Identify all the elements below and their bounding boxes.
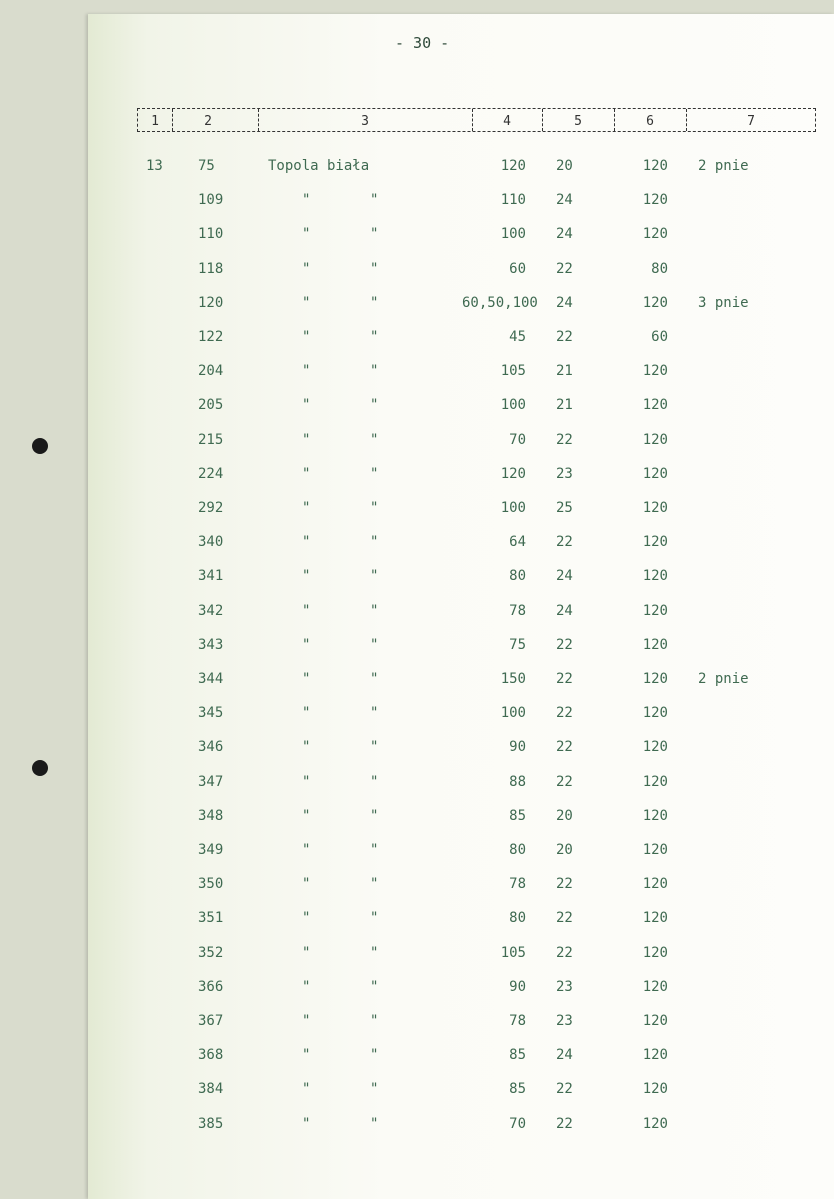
ditto-mark: " [302,944,311,961]
ditto-mark: " [302,500,311,516]
ditto-mark: " [370,1047,379,1064]
value-col-4: 60 [509,260,526,277]
tree-number: 340 [198,534,224,551]
value-col-4: 100 [500,705,526,722]
value-col-6: 120 [642,807,668,824]
value-col-6: 120 [642,397,668,414]
tree-number: 368 [198,1047,224,1064]
value-col-5: 21 [556,363,573,380]
value-col-5: 24 [556,226,573,243]
ditto-mark: " [302,910,311,927]
header-col-1: 1 [151,114,159,129]
value-col-6: 120 [642,226,668,243]
ditto-mark: " [302,636,311,653]
ditto-mark: " [370,500,379,516]
ditto-mark: " [302,363,311,380]
value-col-6: 120 [642,739,668,756]
value-col-6: 120 [642,978,668,995]
value-col-4: 78 [509,602,526,619]
value-col-6: 120 [642,944,668,961]
value-col-5: 22 [556,260,573,277]
table-row [0,739,834,759]
ditto-mark: " [370,431,379,448]
ditto-mark: " [302,739,311,756]
tree-number: 346 [198,739,224,756]
tree-number: 110 [198,226,224,243]
value-col-4: 90 [509,739,526,756]
value-col-6: 120 [642,192,668,209]
ditto-mark: " [370,397,379,414]
value-col-4: 78 [509,876,526,893]
value-col-5: 22 [556,431,573,448]
tree-number: 205 [198,397,224,414]
ditto-mark: " [370,978,379,995]
ditto-mark: " [302,705,311,722]
ditto-mark: " [302,226,311,243]
table-row [0,1047,834,1067]
ditto-mark: " [370,226,379,243]
value-col-4: 120 [500,465,526,482]
table-row [0,192,834,212]
value-col-4: 45 [509,329,526,345]
ditto-mark: " [370,534,379,551]
value-col-6: 120 [642,910,668,927]
ditto-mark: " [370,260,379,277]
table-row [0,910,834,930]
note-col-7: 3 pnie [698,294,749,311]
ditto-mark: " [302,1115,311,1132]
ditto-mark: " [370,465,379,482]
value-col-4: 150 [500,671,526,687]
table-row [0,466,834,486]
value-col-5: 22 [556,944,573,961]
value-col-5: 24 [556,602,573,619]
note-col-7: 2 pnie [698,671,749,687]
value-col-5: 20 [556,842,573,858]
value-col-6: 120 [642,500,668,516]
value-col-5: 22 [556,329,573,345]
ditto-mark: " [302,1013,311,1029]
value-col-6: 120 [642,294,668,311]
value-col-4: 80 [509,842,526,858]
value-col-6: 80 [651,260,668,277]
table-row [0,876,834,896]
ditto-mark: " [302,602,311,619]
table-row [0,226,834,246]
tree-number: 343 [198,636,224,653]
table-row [0,705,834,725]
ditto-mark: " [302,1047,311,1064]
tree-number: 367 [198,1013,224,1029]
table-row [0,603,834,623]
tree-number: 347 [198,773,224,790]
tree-number: 215 [198,431,224,448]
table-row [0,397,834,417]
ditto-mark: " [370,636,379,653]
table-row [0,671,834,691]
ditto-mark: " [302,192,311,209]
value-col-4: 70 [509,431,526,448]
value-col-4: 80 [509,910,526,927]
ditto-mark: " [370,1081,379,1098]
value-col-5: 22 [556,671,573,687]
tree-number: 345 [198,705,224,722]
tree-number: 350 [198,876,224,893]
value-col-5: 23 [556,1013,573,1029]
ditto-mark: " [370,705,379,722]
value-col-4: 78 [509,1013,526,1029]
ditto-mark: " [302,329,311,345]
ditto-mark: " [370,1013,379,1029]
value-col-6: 120 [642,465,668,482]
value-col-5: 24 [556,568,573,585]
header-col-5: 5 [574,114,582,129]
ditto-mark: " [370,602,379,619]
value-col-5: 22 [556,1081,573,1098]
value-col-5: 24 [556,1047,573,1064]
value-col-4: 75 [509,636,526,653]
value-col-5: 21 [556,397,573,414]
table-row [0,1013,834,1033]
value-col-5: 22 [556,773,573,790]
table-row [0,945,834,965]
value-col-5: 25 [556,500,573,516]
value-col-6: 120 [642,568,668,585]
value-col-6: 120 [642,705,668,722]
tree-number: 348 [198,807,224,824]
tree-number: 122 [198,329,224,345]
species-name: Topola biała [268,158,370,174]
value-col-5: 22 [556,705,573,722]
value-col-5: 24 [556,294,573,311]
header-col-7: 7 [747,114,755,129]
ditto-mark: " [302,773,311,790]
ditto-mark: " [370,329,379,345]
value-col-4: 70 [509,1115,526,1132]
value-col-4: 64 [509,534,526,551]
tree-number: 385 [198,1115,224,1132]
ditto-mark: " [302,260,311,277]
value-col-6: 120 [642,876,668,893]
ditto-mark: " [302,671,311,687]
value-col-5: 22 [556,636,573,653]
ditto-mark: " [302,294,311,311]
ditto-mark: " [370,944,379,961]
table-row [0,568,834,588]
value-col-5: 20 [556,807,573,824]
value-col-4: 80 [509,568,526,585]
value-col-6: 120 [642,1081,668,1098]
value-col-6: 120 [642,842,668,858]
tree-number: 75 [198,158,215,174]
table-row [0,329,834,349]
ditto-mark: " [302,431,311,448]
table-row [0,637,834,657]
ditto-mark: " [370,910,379,927]
table-row [0,261,834,281]
table-row [0,1081,834,1101]
tree-number: 344 [198,671,224,687]
tree-number: 120 [198,294,224,311]
ditto-mark: " [302,397,311,414]
value-col-5: 22 [556,739,573,756]
ditto-mark: " [370,876,379,893]
value-col-5: 23 [556,465,573,482]
group-number: 13 [146,158,163,174]
table-row [0,979,834,999]
ditto-mark: " [302,465,311,482]
value-col-5: 22 [556,910,573,927]
value-col-4: 90 [509,978,526,995]
ditto-mark: " [302,1081,311,1098]
value-col-4: 60,50,100 [462,294,538,311]
value-col-5: 22 [556,876,573,893]
tree-number: 342 [198,602,224,619]
header-col-4: 4 [503,114,511,129]
value-col-6: 120 [642,1013,668,1029]
value-col-4: 105 [500,363,526,380]
table-header [137,108,816,132]
tree-number: 204 [198,363,224,380]
value-col-5: 22 [556,534,573,551]
value-col-5: 24 [556,192,573,209]
ditto-mark: " [302,842,311,858]
table-row [0,842,834,862]
value-col-4: 85 [509,807,526,824]
ditto-mark: " [302,534,311,551]
ditto-mark: " [302,876,311,893]
tree-number: 118 [198,260,224,277]
tree-number: 341 [198,568,224,585]
ditto-mark: " [370,842,379,858]
ditto-mark: " [302,568,311,585]
value-col-4: 110 [500,192,526,209]
table-row [0,1116,834,1136]
value-col-6: 120 [642,534,668,551]
value-col-6: 120 [642,636,668,653]
value-col-6: 120 [642,158,668,174]
value-col-4: 85 [509,1047,526,1064]
value-col-6: 60 [651,329,668,345]
value-col-5: 22 [556,1115,573,1132]
ditto-mark: " [370,363,379,380]
ditto-mark: " [370,773,379,790]
table-row [0,500,834,520]
ditto-mark: " [302,807,311,824]
value-col-6: 120 [642,602,668,619]
table-row [0,363,834,383]
ditto-mark: " [370,294,379,311]
header-col-6: 6 [646,114,654,129]
tree-number: 109 [198,192,224,209]
table-row [0,808,834,828]
value-col-4: 100 [500,397,526,414]
tree-number: 292 [198,500,224,516]
value-col-6: 120 [642,1115,668,1132]
header-col-2: 2 [204,114,212,129]
ditto-mark: " [370,671,379,687]
tree-number: 349 [198,842,224,858]
value-col-4: 120 [500,158,526,174]
value-col-5: 23 [556,978,573,995]
tree-number: 384 [198,1081,224,1098]
page-number: - 30 - [395,34,450,52]
value-col-6: 120 [642,671,668,687]
table-row [0,158,834,178]
table-row [0,295,834,315]
value-col-4: 85 [509,1081,526,1098]
value-col-4: 100 [500,500,526,516]
ditto-mark: " [370,807,379,824]
tree-number: 224 [198,465,224,482]
value-col-4: 100 [500,226,526,243]
ditto-mark: " [370,192,379,209]
ditto-mark: " [370,739,379,756]
tree-number: 351 [198,910,224,927]
note-col-7: 2 pnie [698,158,749,174]
ditto-mark: " [370,1115,379,1132]
value-col-6: 120 [642,431,668,448]
value-col-6: 120 [642,363,668,380]
ditto-mark: " [370,568,379,585]
tree-number: 366 [198,978,224,995]
value-col-6: 120 [642,773,668,790]
header-col-3: 3 [361,114,369,129]
table-row [0,534,834,554]
value-col-4: 88 [509,773,526,790]
value-col-5: 20 [556,158,573,174]
ditto-mark: " [302,978,311,995]
tree-number: 352 [198,944,224,961]
value-col-4: 105 [500,944,526,961]
table-row [0,432,834,452]
table-row [0,774,834,794]
value-col-6: 120 [642,1047,668,1064]
